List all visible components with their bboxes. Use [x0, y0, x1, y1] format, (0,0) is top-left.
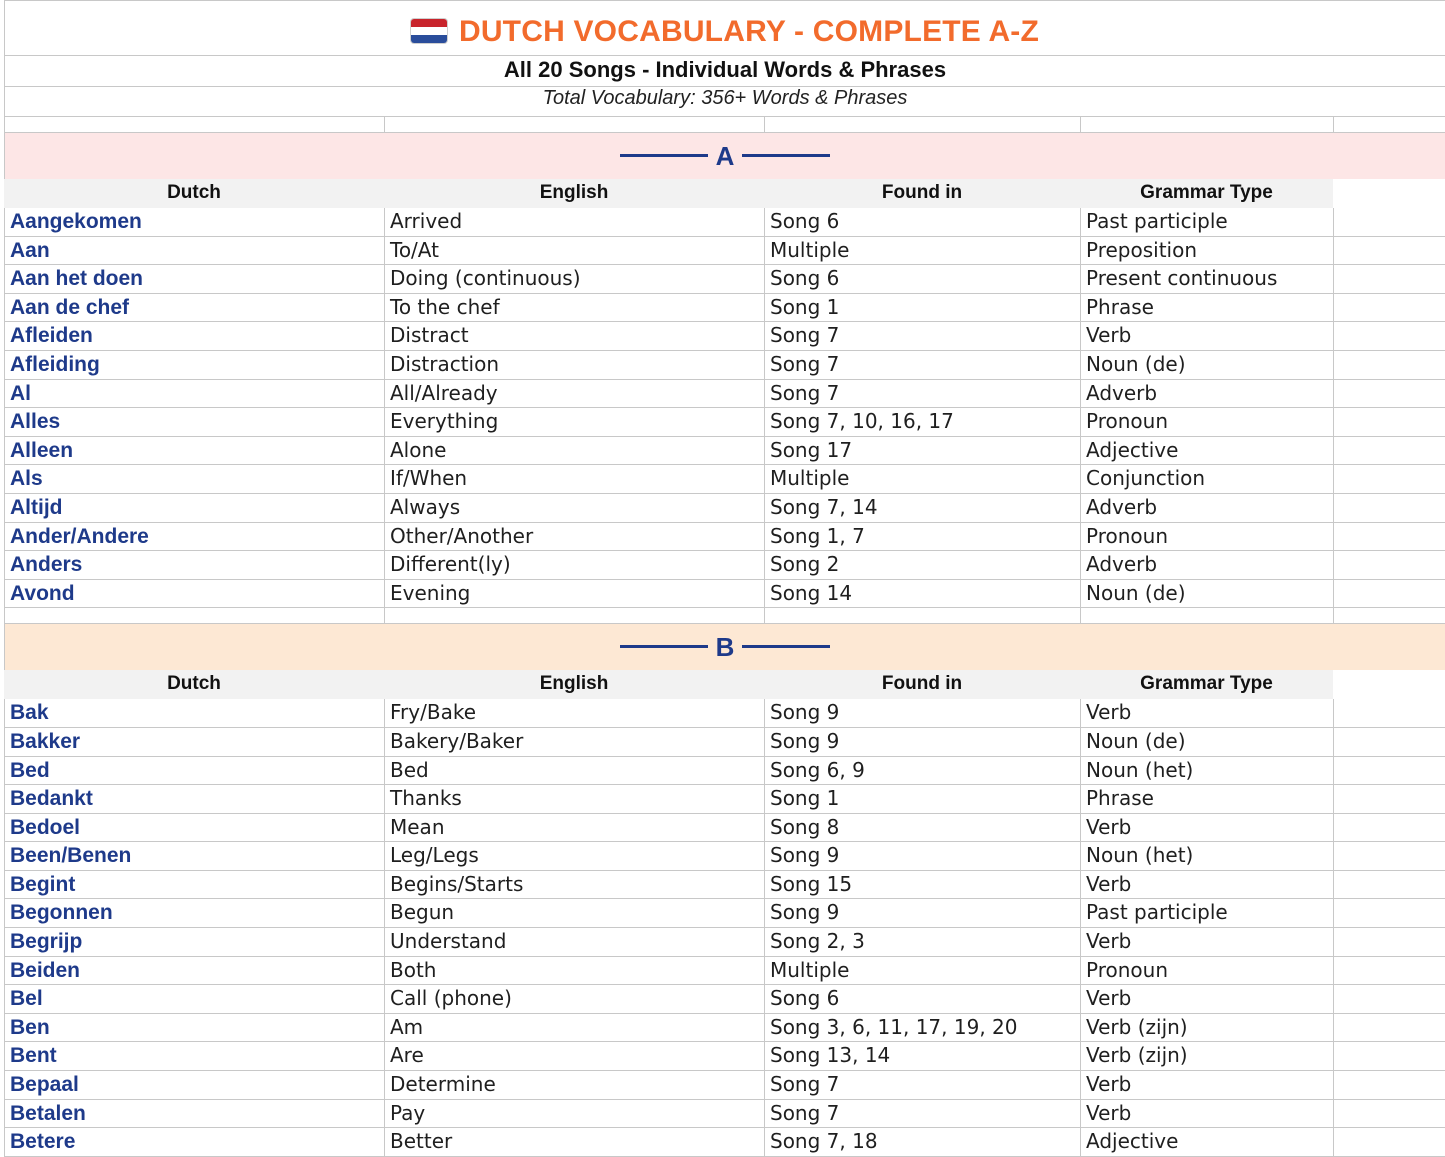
subtitle-row: [4, 56, 1445, 87]
found-in-cell[interactable]: Multiple: [764, 465, 1080, 494]
grammar-type-cell[interactable]: Adverb: [1080, 551, 1333, 580]
letter-heading: [5, 632, 1445, 663]
found-in-cell[interactable]: Song 7: [764, 380, 1080, 409]
found-in-cell[interactable]: Song 1: [764, 294, 1080, 323]
dutch-word-cell[interactable]: Bedankt: [4, 785, 384, 814]
dutch-word-cell[interactable]: Ander/Andere: [4, 523, 384, 552]
dutch-word-cell[interactable]: Ben: [4, 1014, 384, 1043]
grammar-type-cell[interactable]: Pronoun: [1080, 408, 1333, 437]
grammar-type-cell[interactable]: Adjective: [1080, 1128, 1333, 1157]
dutch-word-cell[interactable]: Altijd: [4, 494, 384, 523]
grammar-type-cell[interactable]: Verb: [1080, 1100, 1333, 1129]
dutch-word-cell[interactable]: Begonnen: [4, 899, 384, 928]
letter-header: [4, 133, 1445, 179]
grammar-type-cell[interactable]: Noun (de): [1080, 728, 1333, 757]
subtitle: All 20 Songs - Individual Words & Phrases: [503, 57, 947, 82]
dutch-word-cell[interactable]: Beiden: [4, 957, 384, 986]
english-cell[interactable]: Thanks: [384, 785, 764, 814]
empty-cell[interactable]: [1333, 757, 1445, 786]
found-in-cell[interactable]: Song 17: [764, 437, 1080, 466]
section-letter: A: [715, 141, 735, 171]
empty-cell[interactable]: [764, 608, 1080, 624]
dutch-word-cell[interactable]: Afleiding: [4, 351, 384, 380]
dutch-word-cell[interactable]: Betere: [4, 1128, 384, 1157]
found-in-cell[interactable]: Song 7, 18: [764, 1128, 1080, 1157]
grammar-type-cell[interactable]: Adjective: [1080, 437, 1333, 466]
found-in-cell[interactable]: Multiple: [764, 957, 1080, 986]
table-row: [4, 351, 1445, 380]
english-cell[interactable]: Determine: [384, 1071, 764, 1100]
found-in-cell[interactable]: Song 14: [764, 580, 1080, 609]
grammar-type-cell[interactable]: Verb: [1080, 699, 1333, 728]
column-header-row: [4, 179, 1445, 208]
divider-line: [742, 645, 830, 648]
empty-cell[interactable]: [1333, 899, 1445, 928]
column-header-english: English: [384, 670, 764, 699]
table-row: [4, 1071, 1445, 1100]
grammar-type-cell[interactable]: Verb: [1080, 871, 1333, 900]
english-cell[interactable]: Bakery/Baker: [384, 728, 764, 757]
dutch-word-cell[interactable]: Bel: [4, 985, 384, 1014]
grammar-type-cell[interactable]: Verb: [1080, 322, 1333, 351]
empty-cell[interactable]: [1333, 551, 1445, 580]
english-cell[interactable]: Pay: [384, 1100, 764, 1129]
found-in-cell[interactable]: Song 7: [764, 322, 1080, 351]
english-cell[interactable]: Distraction: [384, 351, 764, 380]
empty-cell[interactable]: [1333, 237, 1445, 266]
table-row: [4, 985, 1445, 1014]
column-header-row: [4, 670, 1445, 699]
english-cell[interactable]: Everything: [384, 408, 764, 437]
english-cell[interactable]: Distract: [384, 322, 764, 351]
dutch-word-cell[interactable]: Bak: [4, 699, 384, 728]
english-cell[interactable]: Mean: [384, 814, 764, 843]
empty-cell[interactable]: [1333, 523, 1445, 552]
empty-cell[interactable]: [1333, 608, 1445, 624]
empty-cell[interactable]: [1333, 957, 1445, 986]
found-in-cell[interactable]: Song 2: [764, 551, 1080, 580]
table-row: [4, 957, 1445, 986]
english-cell[interactable]: Are: [384, 1042, 764, 1071]
table-row: [4, 294, 1445, 323]
dutch-word-cell[interactable]: Avond: [4, 580, 384, 609]
found-in-cell[interactable]: Song 6, 9: [764, 757, 1080, 786]
empty-cell[interactable]: [4, 117, 384, 133]
empty-cell[interactable]: [1333, 465, 1445, 494]
dutch-word-cell[interactable]: Begint: [4, 871, 384, 900]
total-vocabulary: Total Vocabulary: 356+ Words & Phrases: [542, 87, 908, 109]
table-row: [4, 580, 1445, 609]
column-header-dutch: Dutch: [4, 670, 384, 699]
english-cell[interactable]: Begins/Starts: [384, 871, 764, 900]
empty-cell[interactable]: [1080, 117, 1333, 133]
grammar-type-cell[interactable]: Conjunction: [1080, 465, 1333, 494]
empty-cell[interactable]: [1333, 985, 1445, 1014]
title-row: [4, 0, 1445, 56]
english-cell[interactable]: To/At: [384, 237, 764, 266]
empty-cell[interactable]: [1333, 322, 1445, 351]
found-in-cell[interactable]: Song 9: [764, 899, 1080, 928]
english-cell[interactable]: Bed: [384, 757, 764, 786]
found-in-cell[interactable]: Song 1: [764, 785, 1080, 814]
title-text: DUTCH VOCABULARY - COMPLETE A-Z: [458, 15, 1040, 48]
grammar-type-cell[interactable]: Verb (zijn): [1080, 1042, 1333, 1071]
dutch-word-cell[interactable]: Bakker: [4, 728, 384, 757]
dutch-word-cell[interactable]: Afleiden: [4, 322, 384, 351]
found-in-cell[interactable]: Song 3, 6, 11, 17, 19, 20: [764, 1014, 1080, 1043]
empty-cell[interactable]: [1333, 437, 1445, 466]
found-in-cell[interactable]: Song 15: [764, 871, 1080, 900]
empty-cell[interactable]: [1333, 928, 1445, 957]
empty-cell[interactable]: [1333, 842, 1445, 871]
found-in-cell[interactable]: Song 9: [764, 728, 1080, 757]
column-header-english: English: [384, 179, 764, 208]
empty-cell[interactable]: [1333, 871, 1445, 900]
empty-cell[interactable]: [1333, 1100, 1445, 1129]
english-cell[interactable]: To the chef: [384, 294, 764, 323]
divider-line: [620, 154, 708, 157]
empty-cell[interactable]: [1333, 785, 1445, 814]
table-row: [4, 785, 1445, 814]
empty-row: [4, 117, 1445, 133]
found-in-cell[interactable]: Song 6: [764, 985, 1080, 1014]
netherlands-flag-icon: [411, 19, 447, 43]
grammar-type-cell[interactable]: Adverb: [1080, 380, 1333, 409]
column-header-found-in: Found in: [764, 179, 1080, 208]
empty-cell[interactable]: [1333, 814, 1445, 843]
empty-cell[interactable]: [1333, 208, 1445, 237]
grammar-type-cell[interactable]: Verb: [1080, 928, 1333, 957]
divider-line: [620, 645, 708, 648]
dutch-word-cell[interactable]: Bepaal: [4, 1071, 384, 1100]
table-row: [4, 437, 1445, 466]
grammar-type-cell[interactable]: Adverb: [1080, 494, 1333, 523]
found-in-cell[interactable]: Song 9: [764, 842, 1080, 871]
empty-cell[interactable]: [1333, 1042, 1445, 1071]
grammar-type-cell[interactable]: Past participle: [1080, 899, 1333, 928]
english-cell[interactable]: Am: [384, 1014, 764, 1043]
found-in-cell[interactable]: Song 2, 3: [764, 928, 1080, 957]
table-row: [4, 1042, 1445, 1071]
english-cell[interactable]: Call (phone): [384, 985, 764, 1014]
column-header-dutch: Dutch: [4, 179, 384, 208]
grammar-type-cell[interactable]: Verb: [1080, 985, 1333, 1014]
grammar-type-cell[interactable]: Verb: [1080, 814, 1333, 843]
grammar-type-cell[interactable]: Noun (de): [1080, 580, 1333, 609]
english-cell[interactable]: Both: [384, 957, 764, 986]
grammar-type-cell[interactable]: Verb: [1080, 1071, 1333, 1100]
found-in-cell[interactable]: Song 7: [764, 1100, 1080, 1129]
grammar-type-cell[interactable]: Noun (het): [1080, 757, 1333, 786]
dutch-word-cell[interactable]: Begrijp: [4, 928, 384, 957]
english-cell[interactable]: Begun: [384, 899, 764, 928]
english-cell[interactable]: Always: [384, 494, 764, 523]
found-in-cell[interactable]: Song 6: [764, 208, 1080, 237]
english-cell[interactable]: Doing (continuous): [384, 265, 764, 294]
found-in-cell[interactable]: Song 1, 7: [764, 523, 1080, 552]
dutch-word-cell[interactable]: Aan: [4, 237, 384, 266]
empty-cell[interactable]: [1333, 580, 1445, 609]
grammar-type-cell[interactable]: Verb (zijn): [1080, 1014, 1333, 1043]
section-letter: B: [715, 632, 735, 663]
table-row: [4, 523, 1445, 552]
dutch-word-cell[interactable]: Aangekomen: [4, 208, 384, 237]
table-row: [4, 208, 1445, 237]
dutch-word-cell[interactable]: Betalen: [4, 1100, 384, 1129]
total-row: [4, 87, 1445, 117]
empty-cell[interactable]: [764, 117, 1080, 133]
empty-cell[interactable]: [384, 117, 764, 133]
empty-cell[interactable]: [1333, 117, 1445, 133]
grammar-type-cell[interactable]: Phrase: [1080, 785, 1333, 814]
dutch-word-cell[interactable]: Al: [4, 380, 384, 409]
table-row: [4, 842, 1445, 871]
dutch-word-cell[interactable]: Aan het doen: [4, 265, 384, 294]
table-row: [4, 699, 1445, 728]
empty-cell[interactable]: [1080, 608, 1333, 624]
english-cell[interactable]: Understand: [384, 928, 764, 957]
english-cell[interactable]: Evening: [384, 580, 764, 609]
english-cell[interactable]: If/When: [384, 465, 764, 494]
table-row: [4, 322, 1445, 351]
table-row: [4, 494, 1445, 523]
found-in-cell[interactable]: Song 7, 14: [764, 494, 1080, 523]
grammar-type-cell[interactable]: Present continuous: [1080, 265, 1333, 294]
dutch-word-cell[interactable]: Alleen: [4, 437, 384, 466]
found-in-cell[interactable]: Song 13, 14: [764, 1042, 1080, 1071]
empty-cell[interactable]: [384, 608, 764, 624]
empty-cell[interactable]: [4, 608, 384, 624]
grammar-type-cell[interactable]: Noun (de): [1080, 351, 1333, 380]
table-row: [4, 871, 1445, 900]
table-row: [4, 1014, 1445, 1043]
grammar-type-cell[interactable]: Noun (het): [1080, 842, 1333, 871]
empty-cell[interactable]: [1333, 494, 1445, 523]
column-header-grammar: Grammar Type: [1080, 179, 1333, 208]
english-cell[interactable]: Other/Another: [384, 523, 764, 552]
table-row: [4, 899, 1445, 928]
table-row: [4, 408, 1445, 437]
table-row: [4, 757, 1445, 786]
dutch-word-cell[interactable]: Bedoel: [4, 814, 384, 843]
english-cell[interactable]: Alone: [384, 437, 764, 466]
table-row: [4, 237, 1445, 266]
empty-cell[interactable]: [1333, 1014, 1445, 1043]
english-cell[interactable]: Leg/Legs: [384, 842, 764, 871]
dutch-word-cell[interactable]: Alles: [4, 408, 384, 437]
grammar-type-cell[interactable]: Pronoun: [1080, 523, 1333, 552]
dutch-word-cell[interactable]: Bent: [4, 1042, 384, 1071]
dutch-word-cell[interactable]: Aan de chef: [4, 294, 384, 323]
empty-cell[interactable]: [1333, 294, 1445, 323]
dutch-word-cell[interactable]: Been/Benen: [4, 842, 384, 871]
english-cell[interactable]: All/Already: [384, 380, 764, 409]
table-row: [4, 928, 1445, 957]
found-in-cell[interactable]: Song 7, 10, 16, 17: [764, 408, 1080, 437]
grammar-type-cell[interactable]: Past participle: [1080, 208, 1333, 237]
letter-heading: [5, 141, 1445, 172]
found-in-cell[interactable]: Song 7: [764, 351, 1080, 380]
empty-cell: [1333, 670, 1445, 699]
dutch-word-cell[interactable]: Als: [4, 465, 384, 494]
dutch-word-cell[interactable]: Bed: [4, 757, 384, 786]
english-cell[interactable]: Arrived: [384, 208, 764, 237]
found-in-cell[interactable]: Song 6: [764, 265, 1080, 294]
empty-cell[interactable]: [1333, 699, 1445, 728]
sections: [0, 117, 1445, 1157]
english-cell[interactable]: Different(ly): [384, 551, 764, 580]
grammar-type-cell[interactable]: Phrase: [1080, 294, 1333, 323]
empty-row: [4, 608, 1445, 624]
grammar-type-cell[interactable]: Preposition: [1080, 237, 1333, 266]
column-header-found-in: Found in: [764, 670, 1080, 699]
table-row: [4, 1100, 1445, 1129]
table-row: [4, 551, 1445, 580]
page-title: [5, 15, 1445, 49]
divider-line: [742, 154, 830, 157]
table-row: [4, 814, 1445, 843]
table-row: [4, 265, 1445, 294]
table-row: [4, 380, 1445, 409]
english-cell[interactable]: Better: [384, 1128, 764, 1157]
table-row: [4, 465, 1445, 494]
grammar-type-cell[interactable]: Pronoun: [1080, 957, 1333, 986]
english-cell[interactable]: Fry/Bake: [384, 699, 764, 728]
empty-cell[interactable]: [1333, 265, 1445, 294]
empty-cell[interactable]: [1333, 408, 1445, 437]
empty-cell[interactable]: [1333, 380, 1445, 409]
empty-cell[interactable]: [1333, 1071, 1445, 1100]
dutch-word-cell[interactable]: Anders: [4, 551, 384, 580]
found-in-cell[interactable]: Song 9: [764, 699, 1080, 728]
letter-header: [4, 624, 1445, 670]
found-in-cell[interactable]: Multiple: [764, 237, 1080, 266]
found-in-cell[interactable]: Song 7: [764, 1071, 1080, 1100]
empty-cell[interactable]: [1333, 351, 1445, 380]
empty-cell[interactable]: [1333, 728, 1445, 757]
table-row: [4, 728, 1445, 757]
column-header-grammar: Grammar Type: [1080, 670, 1333, 699]
found-in-cell[interactable]: Song 8: [764, 814, 1080, 843]
empty-cell: [1333, 179, 1445, 208]
